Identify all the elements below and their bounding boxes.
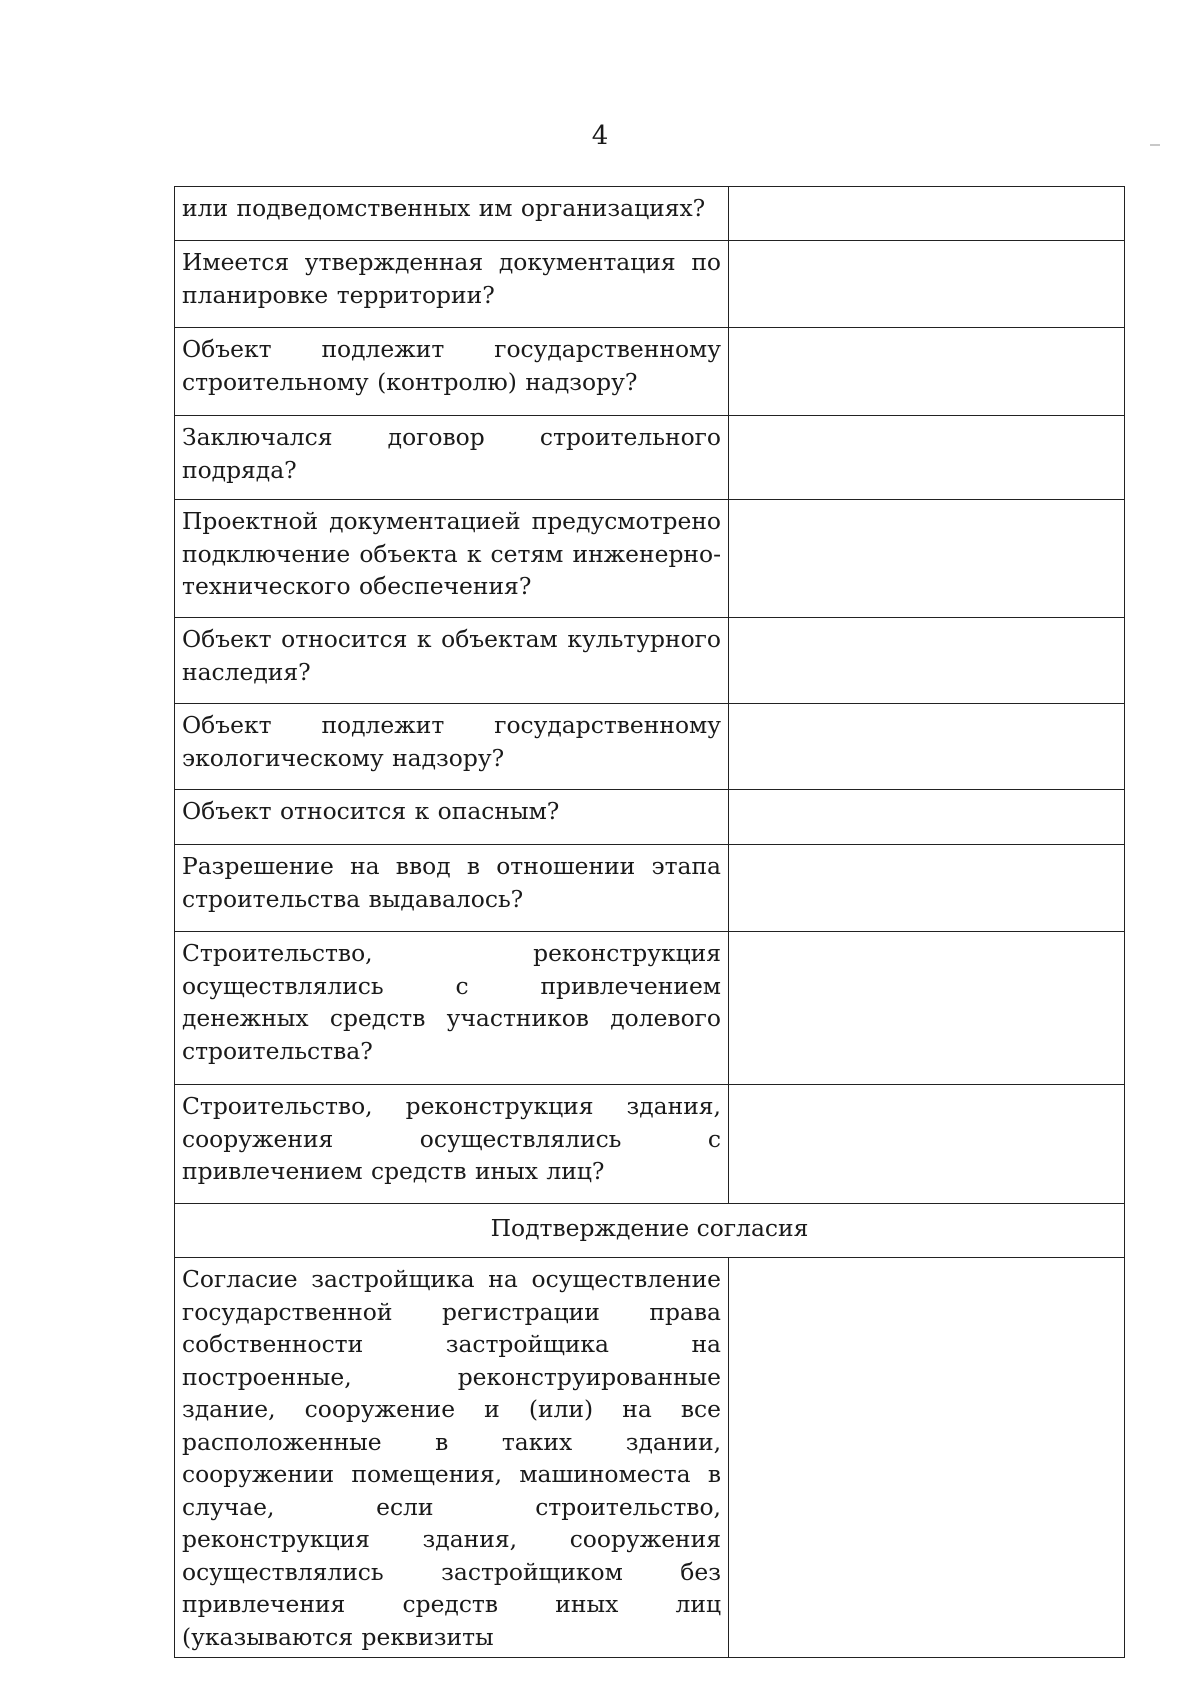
consent-question-cell: Согласие застройщика на осуществление государственной регистрации права собственности застройщика на построенные, реконструированные здание, сооружение и (или) на все расположенные в таких здании, сооружении помещения, машиноместа в случае, если строительство, реконструкция здания, сооружения осуществлялись застройщиком без привлечения средств иных лиц (указываются реквизиты	[175, 1258, 729, 1658]
answer-cell[interactable]	[729, 187, 1125, 241]
question-cell: Объект относится к опасным?	[175, 790, 729, 845]
question-row	[175, 704, 1125, 790]
question-cell: Объект подлежит государственному строительному (контролю) надзору?	[175, 328, 729, 416]
answer-cell[interactable]	[729, 500, 1125, 618]
question-row	[175, 500, 1125, 618]
question-row	[175, 328, 1125, 416]
question-cell: Разрешение на ввод в отношении этапа строительства выдавалось?	[175, 845, 729, 932]
question-row	[175, 416, 1125, 500]
question-row	[175, 790, 1125, 845]
answer-cell[interactable]	[729, 704, 1125, 790]
answer-cell[interactable]	[729, 416, 1125, 500]
question-cell: Объект подлежит государственному экологическому надзору?	[175, 704, 729, 790]
section-header: Подтверждение согласия	[175, 1204, 1125, 1258]
answer-cell[interactable]	[729, 328, 1125, 416]
section-header-row	[175, 1204, 1125, 1258]
answer-cell[interactable]	[729, 618, 1125, 704]
question-cell: Имеется утвержденная документация по планировке территории?	[175, 241, 729, 328]
answer-cell[interactable]	[729, 932, 1125, 1085]
question-row	[175, 1085, 1125, 1204]
question-row	[175, 241, 1125, 328]
consent-row	[175, 1258, 1125, 1658]
consent-answer-cell[interactable]	[729, 1258, 1125, 1658]
question-row	[175, 845, 1125, 932]
question-row	[175, 618, 1125, 704]
question-cell: Заключался договор строительного подряда?	[175, 416, 729, 500]
answer-cell[interactable]	[729, 241, 1125, 328]
question-cell: Строительство, реконструкция здания, сооружения осуществлялись с привлечением средств иных лиц?	[175, 1085, 729, 1204]
question-row	[175, 932, 1125, 1085]
question-cell: Объект относится к объектам культурного наследия?	[175, 618, 729, 704]
answer-cell[interactable]	[729, 845, 1125, 932]
page-number: 4	[591, 121, 609, 151]
question-row	[175, 187, 1125, 241]
question-cell: или подведомственных им организациях?	[175, 187, 729, 241]
scan-artifact	[1150, 144, 1160, 146]
answer-cell[interactable]	[729, 790, 1125, 845]
question-cell: Строительство, реконструкция осуществлялись с привлечением денежных средств участников долевого строительства?	[175, 932, 729, 1085]
question-cell: Проектной документацией предусмотрено подключение объекта к сетям инженерно-технического обеспечения?	[175, 500, 729, 618]
answer-cell[interactable]	[729, 1085, 1125, 1204]
checklist-table	[174, 186, 1125, 1658]
